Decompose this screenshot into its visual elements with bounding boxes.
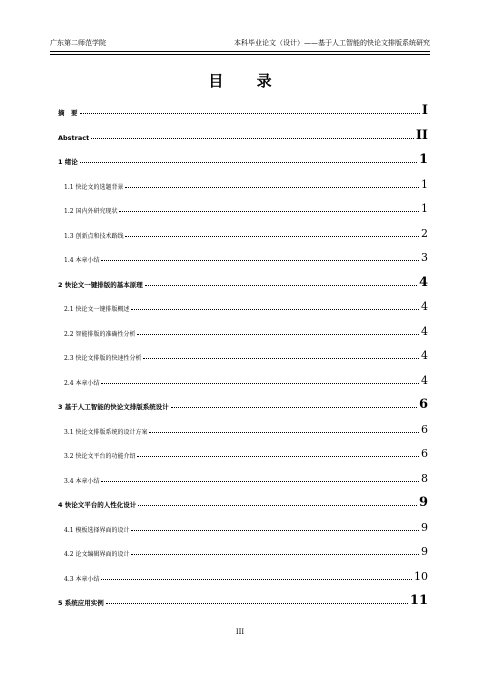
toc-entry[interactable]: [58, 569, 428, 583]
toc-entry[interactable]: [58, 593, 428, 607]
toc-entry-label: 4.1 模板选择界面的设计: [64, 526, 130, 534]
dot-leader: [125, 187, 419, 188]
dot-leader: [131, 554, 419, 555]
toc-entry-page: 11: [409, 593, 428, 608]
dot-leader: [101, 383, 419, 384]
dot-leader: [145, 285, 417, 286]
toc-entry-label: 2.2 智能排版的准确性分析: [64, 330, 136, 338]
toc-entry-page: I: [421, 103, 428, 118]
dot-leader: [80, 113, 420, 114]
toc-entry-label: 1 绪论: [58, 158, 78, 166]
dot-leader: [101, 481, 419, 482]
toc-entry-page: 4: [421, 300, 428, 313]
toc-entry[interactable]: [58, 520, 428, 534]
toc-entry-page: 1: [421, 202, 428, 215]
toc-entry[interactable]: [58, 544, 428, 558]
toc-entry-page: 2: [421, 226, 428, 240]
dot-leader: [143, 358, 419, 359]
dot-leader: [171, 407, 417, 408]
toc-entry-label: 1.4 本章小结: [64, 257, 100, 264]
toc-entry-page: 9: [421, 545, 428, 558]
toc-entry[interactable]: [58, 446, 428, 460]
toc-entry-page: 1: [418, 152, 428, 167]
toc-entry-label: 3 基于人工智能的快论文排版系统设计: [58, 403, 169, 411]
toc-entry-page: 4: [421, 373, 428, 387]
toc-entry-page: 10: [414, 569, 428, 583]
dot-leader: [106, 603, 408, 604]
dot-leader: [131, 530, 419, 531]
dot-leader: [101, 260, 419, 261]
toc-entry-label: 3.1 快论文排版系统的设计方案: [64, 428, 148, 436]
toc-entry[interactable]: [58, 128, 428, 142]
toc-entry[interactable]: [58, 422, 428, 436]
dot-leader: [137, 456, 419, 457]
toc-entry[interactable]: [58, 348, 428, 362]
toc-entry-label: 2.4 本章小结: [64, 379, 100, 387]
toc-entry[interactable]: [58, 495, 428, 509]
toc-entry-page: 3: [421, 251, 428, 264]
toc-entry-page: 6: [421, 447, 428, 460]
toc-entry-label: 2.1 快论文一键排版概述: [64, 306, 130, 313]
toc-entry[interactable]: [58, 324, 428, 338]
toc-entry-label: 4.3 本章小结: [64, 575, 100, 583]
toc-entry[interactable]: [58, 201, 428, 215]
toc-entry[interactable]: [58, 103, 428, 117]
toc-entry[interactable]: [58, 397, 428, 411]
toc-entry[interactable]: [58, 152, 428, 166]
toc-entry-label: 3.4 本章小结: [64, 477, 100, 485]
toc-entry-page: 8: [421, 471, 428, 485]
table-of-contents: [58, 0, 428, 679]
dot-leader: [131, 309, 419, 310]
dot-leader: [101, 579, 412, 580]
toc-entry-page: 6: [418, 397, 428, 412]
toc-entry-label: 摘 要: [58, 109, 78, 117]
toc-entry-label: 1.3 创新点和技术路线: [64, 232, 124, 240]
toc-entry-label: 1.2 国内外研究现状: [64, 208, 118, 215]
toc-entry-label: 5 系统应用实例: [58, 599, 104, 607]
toc-entry-label: 2.3 快论文排版的快速性分析: [64, 355, 142, 362]
toc-entry-page: 6: [421, 422, 428, 436]
header-school: 广东第二师范学院: [50, 39, 106, 47]
dot-leader: [125, 236, 419, 237]
dot-leader: [119, 211, 419, 212]
toc-entry-page: 4: [418, 274, 428, 290]
dot-leader: [138, 505, 417, 506]
header-thesis-title: 本科毕业论文（设计）——基于人工智能的快论文排版系统研究: [234, 39, 430, 47]
toc-entry[interactable]: [58, 177, 428, 191]
toc-entry-label: 4.2 论文编辑界面的设计: [64, 551, 130, 558]
dot-leader: [149, 432, 419, 433]
toc-entry-page: 9: [418, 495, 428, 510]
page-number: III: [235, 628, 245, 636]
toc-entry-label: 1.1 快论文的选题背景: [64, 183, 124, 191]
toc-entry-page: 9: [421, 520, 428, 534]
toc-entry-page: 4: [421, 324, 428, 338]
toc-entry[interactable]: [58, 250, 428, 264]
toc-entry-label: 3.2 快论文平台的功能介绍: [64, 453, 136, 460]
toc-entry-page: 1: [421, 177, 428, 191]
toc-entry-label: 2 快论文一键排版的基本原理: [58, 280, 143, 289]
toc-entry-page: II: [415, 127, 428, 143]
toc-entry[interactable]: [58, 299, 428, 313]
toc-entry[interactable]: [58, 226, 428, 240]
toc-entry-label: 4 快论文平台的人性化设计: [58, 501, 137, 509]
dot-leader: [91, 138, 414, 139]
dot-leader: [80, 162, 417, 163]
toc-entry-label: Abstract: [58, 133, 90, 142]
page-title: 目 录: [208, 72, 286, 90]
toc-entry[interactable]: [58, 275, 428, 289]
toc-entry[interactable]: [58, 373, 428, 387]
toc-entry[interactable]: [58, 471, 428, 485]
dot-leader: [137, 334, 419, 335]
toc-entry-page: 4: [421, 349, 428, 362]
